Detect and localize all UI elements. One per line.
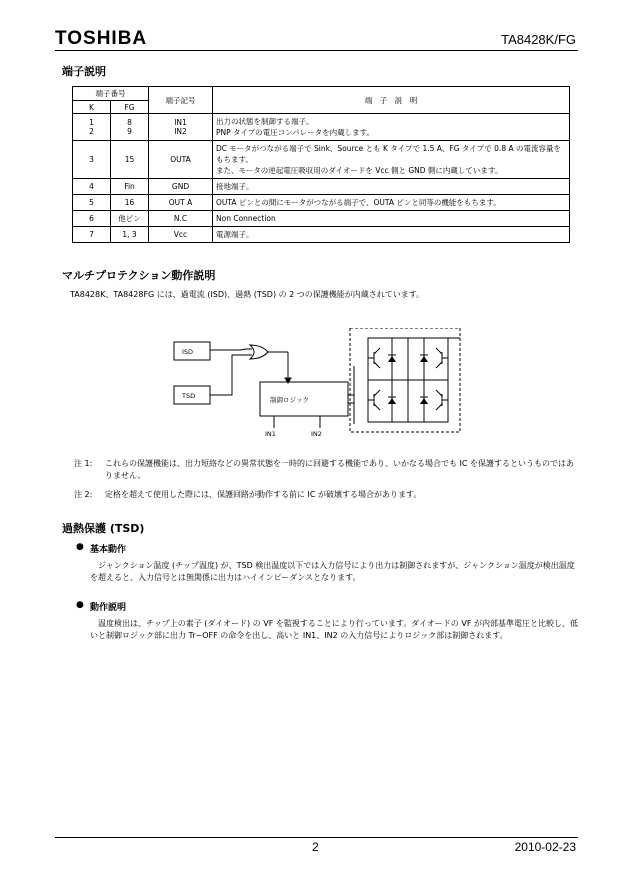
th-symbol: 端子記号	[149, 87, 213, 114]
table-row	[73, 179, 570, 195]
cell-symbol: GND	[149, 179, 213, 195]
part-number: TA8428K/FG	[501, 32, 576, 47]
note-2-text: 定格を超えて使用した際には、保護回路が動作する前に IC が破壊する場合があります。	[105, 490, 422, 499]
cell-fg: Fin	[111, 179, 149, 195]
section-title-tsd: 過熱保護 (TSD)	[62, 522, 145, 535]
cell-desc: DC モータがつながる端子で Sink、Source とも K タイプで 1.5 A、FG タイプで 0.8 A の電流容量をもちます。 また、モータの逆起電圧吸収用のダイオードを Vcc 側と GND 側に内蔵しています。	[213, 141, 570, 179]
cell-symbol: N.C	[149, 211, 213, 227]
header-rule	[55, 50, 578, 51]
in2-label: IN2	[311, 430, 322, 438]
para-operation-description: 温度検出は、チップ上の素子 (ダイオード) の VF を監視することにより行っています。ダイオードの VF が内部基準電圧と比較し、低いと制御ロジック部に出力 Tr−OFF の命令を出し、高いと IN1、IN2 の入力信号によりロジック部は制御されます。	[90, 619, 578, 640]
tsd-label: TSD	[182, 392, 196, 400]
cell-k: 4	[73, 179, 111, 195]
cell-k: 3	[73, 141, 111, 179]
para-basic-operation: ジャンクション温度 (チップ温度) が、TSD 検出温度以下では入力信号により出力は制御されますが、ジャンクション温度が検出温度を超えると、入力信号とは無関係に出力はハイインピーダンスとなります。	[90, 561, 575, 582]
cell-k: 6	[73, 211, 111, 227]
table-row	[73, 195, 570, 211]
pin-table	[72, 86, 570, 243]
bullet-icon: ●	[76, 542, 84, 552]
th-k: K	[73, 101, 111, 114]
isd-label: ISD	[182, 348, 194, 356]
cell-symbol: OUT A	[149, 195, 213, 211]
cell-fg: 8 9	[111, 114, 149, 141]
cell-k: 7	[73, 227, 111, 243]
brand-logo: TOSHIBA	[55, 28, 148, 49]
heading-basic-operation: 基本動作	[90, 545, 127, 555]
cell-symbol: IN1 IN2	[149, 114, 213, 141]
section-title-protection: マルチプロテクション動作説明	[62, 269, 216, 282]
cell-desc: 出力の状態を制御する端子。 PNP タイプの電圧コンパレータを内蔵します。	[213, 114, 570, 141]
cell-fg: 16	[111, 195, 149, 211]
table-row	[73, 141, 570, 179]
cell-fg: 15	[111, 141, 149, 179]
note-1-label: 注 1:	[74, 459, 93, 468]
protection-block-diagram	[160, 328, 470, 440]
heading-operation-description: 動作説明	[90, 603, 127, 613]
th-pin-number: 端子番号	[73, 87, 149, 101]
protection-intro: TA8428K、TA8428FG には、過電流 (ISD)、過熱 (TSD) の 2 つの保護機能が内蔵されています。	[70, 290, 425, 299]
th-fg: FG	[111, 101, 149, 114]
cell-k: 1 2	[73, 114, 111, 141]
table-row	[73, 227, 570, 243]
table-row	[73, 211, 570, 227]
footer-rule	[55, 837, 578, 838]
cell-fg: 1, 3	[111, 227, 149, 243]
note-1-text: これらの保護機能は、出力短絡などの異常状態を一時的に回避する機能であり、いかなる場合でも IC を保護するというものではありません。	[105, 459, 575, 480]
table-row	[73, 114, 570, 141]
bullet-icon: ●	[76, 600, 84, 610]
control-logic-label: 制御ロジック	[270, 396, 309, 404]
cell-fg: 他ピン	[111, 211, 149, 227]
cell-desc: OUTA ピンとの間にモータがつながる端子で、OUTA ピンと同等の機能をもちます。	[213, 195, 570, 211]
cell-k: 5	[73, 195, 111, 211]
cell-desc: 電源端子。	[213, 227, 570, 243]
in1-label: IN1	[265, 430, 276, 438]
cell-desc: 接地端子。	[213, 179, 570, 195]
cell-desc: Non Connection	[213, 211, 570, 227]
or-gate	[250, 345, 268, 359]
note-2-label: 注 2:	[74, 490, 93, 499]
document-date: 2010-02-23	[514, 840, 576, 854]
cell-symbol: Vcc	[149, 227, 213, 243]
cell-symbol: OUTA	[149, 141, 213, 179]
page-number: 2	[312, 840, 319, 854]
section-title-pins: 端子説明	[62, 65, 106, 78]
th-description: 端 子 説 明	[213, 87, 570, 114]
